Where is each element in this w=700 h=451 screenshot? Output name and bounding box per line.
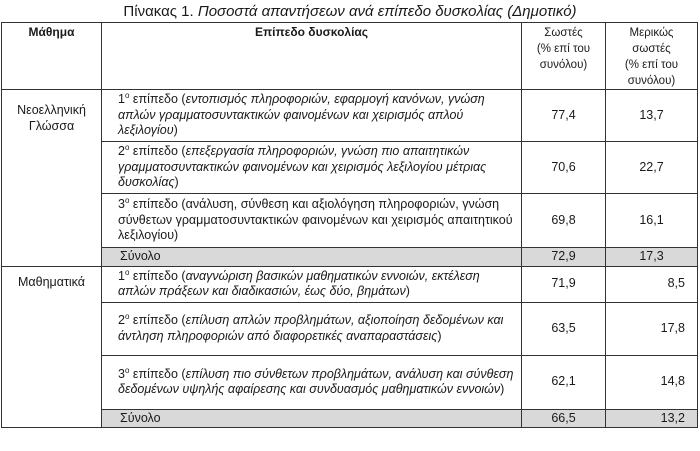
correct-value: 69,8 (522, 194, 606, 248)
table-row (2, 355, 698, 409)
header-partial (606, 23, 698, 90)
level-label: επίπεδο (ανάλυση, σύνθεση και αξιολόγηση πληροφοριών, γνώση σύνθετων γραμματοσυντακτικών φαινομένων και χειρισμός απαιτητικού λεξιλογίου) (118, 197, 513, 243)
correct-value: 70,6 (522, 142, 606, 194)
level-cell (102, 142, 522, 194)
level-sup: ο (124, 143, 130, 153)
level-cell (102, 194, 522, 248)
level-sup: ο (124, 311, 130, 321)
total-label: Σύνολο (102, 248, 522, 267)
level-close: ) (437, 328, 442, 343)
level-sup: ο (124, 196, 130, 206)
level-sup: ο (124, 267, 130, 277)
level-desc: επεξεργασία πληροφοριών, γνώση πιο απαιτητικών γραμματοσυντακτικών φαινομένων και χειρισμός λεξιλογίου μέτριας δυσκολίας (118, 144, 487, 190)
table-row (2, 194, 698, 248)
partial-value: 16,1 (606, 194, 698, 248)
level-label: επίπεδο ( (129, 313, 186, 327)
header-correct-line: Σωστές (544, 27, 583, 39)
subject-cell-language (2, 90, 102, 267)
header-correct (522, 23, 606, 90)
level-close: ) (405, 284, 410, 298)
level-label: επίπεδο ( (129, 144, 186, 159)
correct-value: 63,5 (522, 302, 606, 355)
level-num: 1 (118, 268, 125, 283)
total-correct: 72,9 (522, 248, 606, 267)
caption-prefix: Πίνακας 1. (123, 3, 194, 20)
table-row (2, 142, 698, 194)
subject-line: Μαθηματικά (17, 274, 85, 289)
level-close: ) (500, 382, 505, 396)
partial-value: 17,8 (606, 302, 698, 355)
correct-value: 62,1 (522, 355, 606, 409)
level-cell (102, 90, 522, 142)
level-desc: εντοπισμός πληροφοριών, εφαρμογή κανόνων, γνώση απλών γραμματοσυντακτικών φαινομένων και χειρισμός απλού λεξιλογίου (118, 92, 485, 138)
total-correct: 66,5 (522, 409, 606, 428)
difficulty-table (1, 22, 698, 428)
header-row (2, 23, 698, 90)
table-row (2, 266, 698, 302)
table-row (2, 302, 698, 355)
total-row (2, 248, 698, 267)
partial-value: 8,5 (606, 266, 698, 302)
table-caption (0, 3, 700, 21)
total-label: Σύνολο (102, 409, 522, 428)
subject-line: Γλώσσα (28, 119, 75, 133)
level-close: ) (174, 175, 179, 190)
level-num: 1 (118, 92, 125, 107)
level-num: 2 (118, 144, 125, 159)
partial-value: 22,7 (606, 142, 698, 194)
level-desc: αναγνώριση βασικών μαθηματικών εννοιών, εκτέλεση απλών πράξεων και διαδικασιών, έως δύο, βημάτων (118, 268, 480, 298)
level-label: επίπεδο ( (129, 92, 186, 107)
partial-value: 13,7 (606, 90, 698, 142)
total-row (2, 409, 698, 428)
total-partial: 13,2 (606, 409, 698, 428)
header-level: Επίπεδο δυσκολίας (102, 23, 522, 90)
level-cell (102, 355, 522, 409)
level-num: 3 (118, 197, 125, 212)
level-desc: επίλυση πιο σύνθετων προβλημάτων, ανάλυση και σύνθεση δεδομένων υψηλής αφαίρεσης και συνδυασμός μαθηματικών εννοιών (118, 366, 514, 396)
header-partial-line: συνόλου) (627, 75, 676, 87)
level-cell (102, 266, 522, 302)
header-partial-line: σωστές (632, 43, 671, 55)
level-label: επίπεδο ( (129, 268, 186, 283)
header-partial-line: Μερικώς (629, 27, 674, 39)
level-sup: ο (124, 365, 130, 375)
total-partial: 17,3 (606, 248, 698, 267)
table-row (2, 90, 698, 142)
subject-line: Νεοελληνική (17, 103, 86, 117)
header-partial-line: (% επί του (624, 59, 679, 71)
header-correct-line: συνόλου) (539, 59, 588, 71)
level-cell (102, 302, 522, 355)
caption-title: Ποσοστά απαντήσεων ανά επίπεδο δυσκολίας (Δημοτικό) (197, 3, 577, 20)
header-correct-line: (% επί του (536, 43, 591, 55)
subject-cell-math (2, 266, 102, 428)
level-close: ) (173, 123, 178, 138)
correct-value: 71,9 (522, 266, 606, 302)
level-num: 2 (118, 313, 125, 327)
level-label: επίπεδο ( (129, 366, 186, 381)
correct-value: 77,4 (522, 90, 606, 142)
level-desc: επίλυση απλών προβλημάτων, αξιοποίηση δεδομένων και άντληση πληροφοριών από διαφορετικές αναπαραστάσεις (118, 313, 504, 343)
level-num: 3 (118, 366, 125, 381)
partial-value: 14,8 (606, 355, 698, 409)
header-subject: Μάθημα (2, 23, 102, 90)
level-sup: ο (124, 91, 130, 101)
